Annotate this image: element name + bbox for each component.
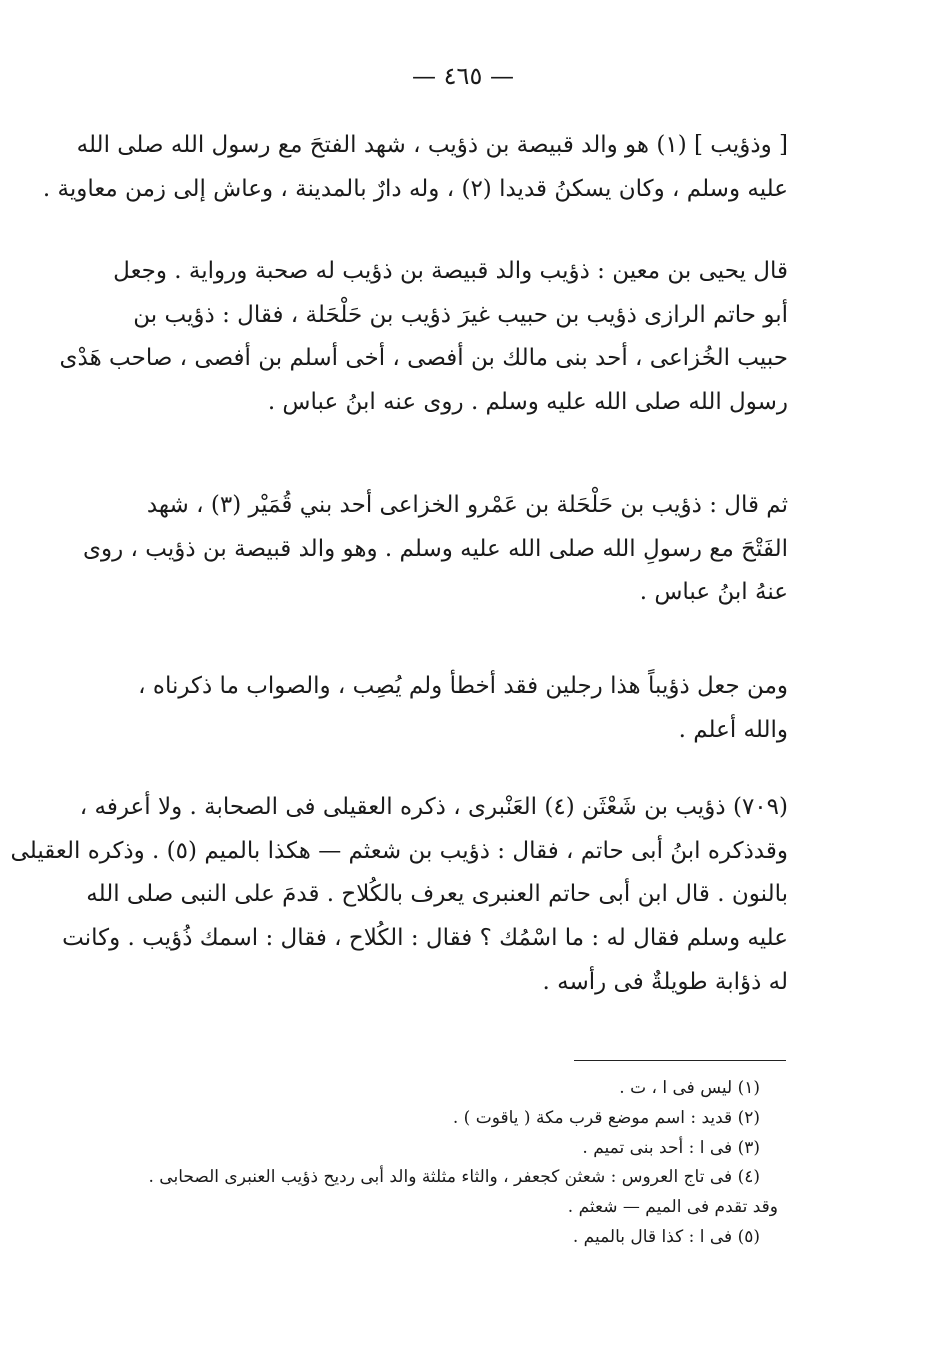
paragraph-correction xyxy=(128,665,788,752)
text-line: (٧٠٩) ذؤيب بن شَعْثَن (٤) العَنْبرى ، ذكره العقيلى فى الصحابة . ولا أعرفه ، xyxy=(79,794,788,820)
text-line: عليه وسلم ، وكان يسكنُ قديدا (٢) ، وله دارٌ بالمدينة ، وعاش إلى زمن معاوية . xyxy=(42,175,788,202)
text-line: والله أعلم . xyxy=(678,716,788,743)
text-line: ومن جعل ذؤيباً هذا رجلين فقد أخطأ ولم يُصِب ، والصواب ما ذكرناه ، xyxy=(138,673,788,699)
footnote-2: (٢) قديد : اسم موضع قرب مكة ( ياقوت ) . xyxy=(452,1107,760,1128)
text-line: حبيب الخُزاعى ، أحد بنى مالك بن أفصى ، أخى أسلم بن أفصى ، صاحب هَدْى xyxy=(59,345,788,372)
paragraph-yahya-ibn-main xyxy=(59,250,788,425)
footnote-5: (٥) فى ا : كذا قال بالميم . xyxy=(572,1226,760,1247)
footnote-4: (٤) فى تاج العروس : شعثن كجعفر ، والثاء مثلثة والد أبى رديح ذؤيب العنبرى الصحابى . xyxy=(148,1167,760,1188)
page-number: — ٤٦٥ — xyxy=(412,62,514,90)
entry-709 xyxy=(10,786,788,1004)
text-line: له ذؤابة طويلةٌ فى رأسه . xyxy=(542,968,788,995)
text-line: وقدذكره ابنُ أبى حاتم ، فقال : ذؤيب بن شعثم — هكذا بالميم (٥) . وذكره العقيلى xyxy=(10,837,788,864)
footnote-divider xyxy=(574,1060,786,1061)
paragraph-dhuayb-intro xyxy=(42,124,788,211)
text-line: رسول الله صلى الله عليه وسلم . روى عنه ابنُ عباس . xyxy=(267,389,788,416)
footnote-3: (٣) فى ا : أحد بنى تميم . xyxy=(582,1137,760,1158)
text-line: قال يحيى بن معين : ذؤيب والد قبيصة بن ذؤيب له صحبة ورواية . وجعل xyxy=(113,258,788,284)
text-line: ثم قال : ذؤيب بن حَلْحَلة بن عَمْرو الخزاعى أحد بني قُمَيْر (٣) ، شهد xyxy=(146,492,788,518)
text-line: عليه وسلم فقال له : ما اسْمُك ؟ فقال : الكُلاح ، فقال : اسمك ذُؤيب . وكانت xyxy=(62,925,788,952)
text-line: عنهُ ابنُ عباس . xyxy=(639,579,788,606)
footnotes xyxy=(128,1074,778,1253)
text-line: بالنون . قال ابن أبى حاتم العنبرى يعرف بالكُلاح . قدمَ على النبى صلى الله xyxy=(86,881,788,908)
text-line: الفَتْحَ مع رسولِ الله صلى الله عليه وسلم . وهو والد قبيصة بن ذؤيب ، روى xyxy=(83,535,788,562)
paragraph-then-he-said xyxy=(83,484,788,615)
footnote-1: (١) ليس فى ا ، ت . xyxy=(619,1078,760,1098)
text-line: [ وذؤيب ] (١) هو والد قبيصة بن ذؤيب ، شهد الفتحَ مع رسول الله صلى الله xyxy=(76,132,788,158)
footnote-4-continued: وقد تقدم فى الميم — شعثم . xyxy=(567,1197,778,1217)
text-line: أبو حاتم الرازى ذؤيب بن حبيب غيرَ ذؤيب بن حَلْحَلة ، فقال : ذؤيب بن xyxy=(133,301,788,328)
